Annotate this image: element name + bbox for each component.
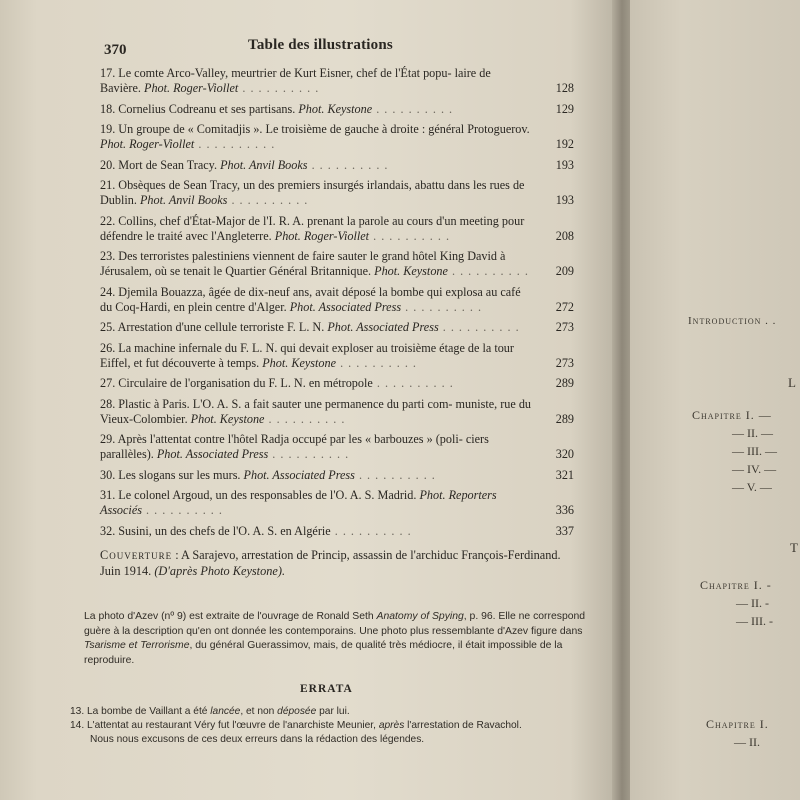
entry-caption-cont: ciers parallèles). xyxy=(100,432,489,461)
page-heading: Table des illustrations xyxy=(248,37,393,53)
leader-dots xyxy=(268,447,349,461)
rp-row: — III. - xyxy=(736,614,773,628)
illustration-entry xyxy=(100,158,580,173)
entry-number: 18. xyxy=(100,101,116,116)
rp-row: — II. — xyxy=(732,426,773,440)
entry-caption: Mort de Sean Tracy. xyxy=(118,157,218,172)
errata-item xyxy=(70,719,600,733)
entry-number: 32. xyxy=(100,523,116,538)
entry-caption-cont: laire de Bavière. xyxy=(100,66,491,95)
illustration-entry xyxy=(100,468,580,483)
entry-photo-credit: Phot. Keystone xyxy=(374,264,448,278)
entry-photo-credit: Phot. Associated Press xyxy=(289,299,402,314)
entry-number: 20. xyxy=(100,157,116,172)
leader-dots xyxy=(373,376,454,390)
entry-page-number: 321 xyxy=(555,467,574,482)
right-page xyxy=(630,0,800,800)
rp-introduction: Introduction . . xyxy=(688,315,777,327)
errata-text: par lui. xyxy=(319,706,350,717)
entry-caption: Le colonel Argoud, un des responsables de l'O. A. S. Madrid. xyxy=(118,488,417,502)
entry-photo-credit: Phot. Reporters Associés xyxy=(100,488,497,517)
entry-number: 30. xyxy=(100,467,116,482)
entry-photo-credit: Phot. Keystone xyxy=(298,101,373,116)
errata-emphasis: déposée xyxy=(277,706,317,717)
errata-text: 13. La bombe de Vaillant a été xyxy=(70,706,208,717)
entry-page-number: 209 xyxy=(555,264,574,278)
cover-entry xyxy=(100,547,578,579)
entry-photo-credit: Phot. Keystone xyxy=(262,355,337,370)
illustration-list xyxy=(100,66,580,544)
leader-dots xyxy=(439,320,520,334)
entry-photo-credit: Phot. Roger-Viollet xyxy=(144,81,239,95)
note-text: La photo d'Azev (nº 9) est extraite de l'ouvrage de Ronald Seth xyxy=(84,611,374,622)
page-number: 370 xyxy=(104,42,127,58)
leader-dots xyxy=(264,412,345,426)
entry-caption-cont: dans les rues de Dublin. xyxy=(100,178,525,207)
rp-chapter: Chapitre I. xyxy=(706,717,769,731)
note-book-title: Anatomy of Spying xyxy=(376,611,464,622)
entry-number: 25. xyxy=(100,320,116,334)
leader-dots xyxy=(227,193,308,207)
errata-item xyxy=(70,705,600,719)
illustration-entry xyxy=(100,488,580,518)
entry-caption: Après l'attentat contre l'hôtel Radja occupé par les « barbouzes » (poli- xyxy=(117,432,463,446)
leader-dots xyxy=(355,468,436,482)
leader-dots xyxy=(336,356,417,370)
entry-caption-cont: muniste, rue du Vieux-Colombier. xyxy=(100,396,532,426)
rp-row: — IV. — xyxy=(732,462,777,476)
rp-chapter: Chapitre I. — xyxy=(692,408,772,422)
entry-caption: Obsèques de Sean Tracy, un des premiers insurgés irlandais, abattu xyxy=(118,178,445,192)
errata-emphasis: lancée xyxy=(210,706,241,717)
entry-page-number: 128 xyxy=(555,81,574,95)
entry-photo-credit: Phot. Associated Press xyxy=(156,447,269,461)
entry-caption: La machine infernale du F. L. N. qui devait exploser au troisième étage xyxy=(118,340,465,355)
entry-page-number: 273 xyxy=(555,320,574,334)
entry-number: 31. xyxy=(100,488,116,502)
rp-section-letter: L xyxy=(788,375,796,390)
errata-text: , et non xyxy=(240,706,275,717)
entry-page-number: 272 xyxy=(555,299,574,314)
entry-page-number: 273 xyxy=(555,355,574,370)
entry-caption: Cornelius Codreanu et ses partisans. xyxy=(118,101,296,116)
errata-list xyxy=(70,705,600,746)
entry-caption: Un groupe de « Comitadjis ». Le troisième de gauche à droite : général xyxy=(118,122,465,136)
illustration-entry xyxy=(100,524,580,539)
entry-page-number: 193 xyxy=(555,157,574,172)
entry-number: 22. xyxy=(100,213,116,228)
entry-caption-cont: Protoguerov. xyxy=(467,122,530,136)
entry-photo-credit: Phot. Associated Press xyxy=(327,320,439,334)
illustration-entry xyxy=(100,341,580,371)
entry-caption: Djemila Bouazza, âgée de dix-neuf ans, avait déposé la bombe qui xyxy=(118,284,443,299)
entry-number: 19. xyxy=(100,122,116,136)
rp-row: — III. — xyxy=(732,444,777,458)
illustration-entry xyxy=(100,122,580,152)
entry-page-number: 320 xyxy=(555,447,574,461)
cover-credit: (D'après Photo Keystone). xyxy=(154,564,286,578)
entry-photo-credit: Phot. Roger-Viollet xyxy=(274,228,370,243)
illustration-entry xyxy=(100,102,580,117)
entry-caption: Circulaire de l'organisation du F. L. N. en métropole xyxy=(118,376,373,390)
entry-caption-cont: de la tour Eiffel, et fut découverte à temps. xyxy=(100,340,514,370)
entry-caption-cont: David à Jérusalem, où se tenait le Quartier Général Britannique. xyxy=(100,249,506,278)
entry-caption: Arrestation d'une cellule terroriste F. L. N. xyxy=(117,320,325,334)
note-text: , du général Guerassimov, mais, de qualité très médiocre, il était impossible de la reproduire. xyxy=(84,640,563,666)
cover-label: Couverture xyxy=(100,548,173,562)
illustration-entry xyxy=(100,249,580,279)
errata-emphasis: après xyxy=(378,719,405,731)
entry-number: 24. xyxy=(100,284,116,299)
note-book-title: Tsarisme et Terrorisme xyxy=(84,640,190,652)
entry-page-number: 208 xyxy=(555,228,574,243)
rp-row: — V. — xyxy=(732,480,772,494)
entry-photo-credit: Phot. Anvil Books xyxy=(220,157,308,172)
entry-page-number: 193 xyxy=(555,193,574,207)
entry-number: 21. xyxy=(100,178,116,192)
entry-photo-credit: Phot. Keystone xyxy=(190,411,265,426)
errata-text: 14. L'attentat au restaurant Véry fut l'œuvre de l'anarchiste Meunier, xyxy=(70,719,376,731)
leader-dots xyxy=(308,158,389,172)
leader-dots xyxy=(372,102,453,116)
entry-number: 26. xyxy=(100,340,116,355)
errata-closing: Nous nous excusons de ces deux erreurs dans la rédaction des légendes. xyxy=(90,733,425,745)
entry-caption-cont: explosa au café du Coq-Hardi, en plein centre d'Alger. xyxy=(100,284,521,314)
leader-dots xyxy=(401,300,482,314)
cover-text: : A Sarajevo, arrestation de Princip, assassin de l'archiduc François-Ferdinand. Juin 1914. xyxy=(100,548,561,578)
illustration-entry xyxy=(100,178,580,208)
entry-caption: Des terroristes palestiniens viennent de faire sauter le grand hôtel King xyxy=(118,249,465,263)
leader-dots xyxy=(238,81,319,95)
entry-caption-cont: meeting pour défendre le traité avec l'Angleterre. xyxy=(100,213,525,243)
leader-dots xyxy=(448,264,529,278)
errata-title: ERRATA xyxy=(300,683,353,695)
note-text: , p. 96. Elle ne correspond guère à la description qu'en ont donnée les contemporains. Une photo plus ressemblante d'Azev figure dans xyxy=(84,611,586,637)
illustration-entry xyxy=(100,432,580,462)
leader-dots xyxy=(194,137,275,151)
leader-dots xyxy=(331,524,412,538)
entry-number: 28. xyxy=(100,396,116,411)
illustration-entry xyxy=(100,320,580,335)
entry-page-number: 336 xyxy=(555,503,574,517)
illustration-entry xyxy=(100,376,580,391)
illustration-entry xyxy=(100,214,580,244)
errata-text: l'arrestation de Ravachol. xyxy=(407,719,522,731)
azev-photo-note xyxy=(84,610,592,668)
leader-dots xyxy=(142,503,223,517)
entry-photo-credit: Phot. Anvil Books xyxy=(139,193,228,207)
entry-caption: Susini, un des chefs de l'O. A. S. en Algérie xyxy=(118,523,331,538)
rp-section-letter: T xyxy=(790,540,798,555)
entry-number: 17. xyxy=(100,66,116,80)
entry-number: 29. xyxy=(100,432,116,446)
entry-page-number: 129 xyxy=(555,101,574,116)
entry-number: 23. xyxy=(100,249,116,263)
illustration-entry xyxy=(100,66,580,96)
rp-row: — II. - xyxy=(736,596,769,610)
entry-caption: Les slogans sur les murs. xyxy=(118,467,241,482)
entry-caption: Plastic à Paris. L'O. A. S. a fait sauter une permanence du parti com- xyxy=(118,396,453,411)
entry-number: 27. xyxy=(100,376,116,390)
entry-page-number: 289 xyxy=(555,411,574,426)
illustration-entry xyxy=(100,397,580,427)
entry-photo-credit: Phot. Roger-Viollet xyxy=(100,137,195,151)
leader-dots xyxy=(369,229,450,243)
rp-chapter: Chapitre I. - xyxy=(700,578,772,592)
entry-photo-credit: Phot. Associated Press xyxy=(243,467,355,482)
entry-page-number: 192 xyxy=(555,137,574,151)
entry-page-number: 337 xyxy=(555,523,574,538)
illustration-entry xyxy=(100,285,580,315)
entry-caption: Collins, chef d'État-Major de l'I. R. A. prenant la parole au cours d'un xyxy=(118,213,457,228)
entry-page-number: 289 xyxy=(555,376,574,390)
entry-caption: Le comte Arco-Valley, meurtrier de Kurt Eisner, chef de l'État popu- xyxy=(118,66,452,80)
rp-row: — II. xyxy=(734,735,760,749)
